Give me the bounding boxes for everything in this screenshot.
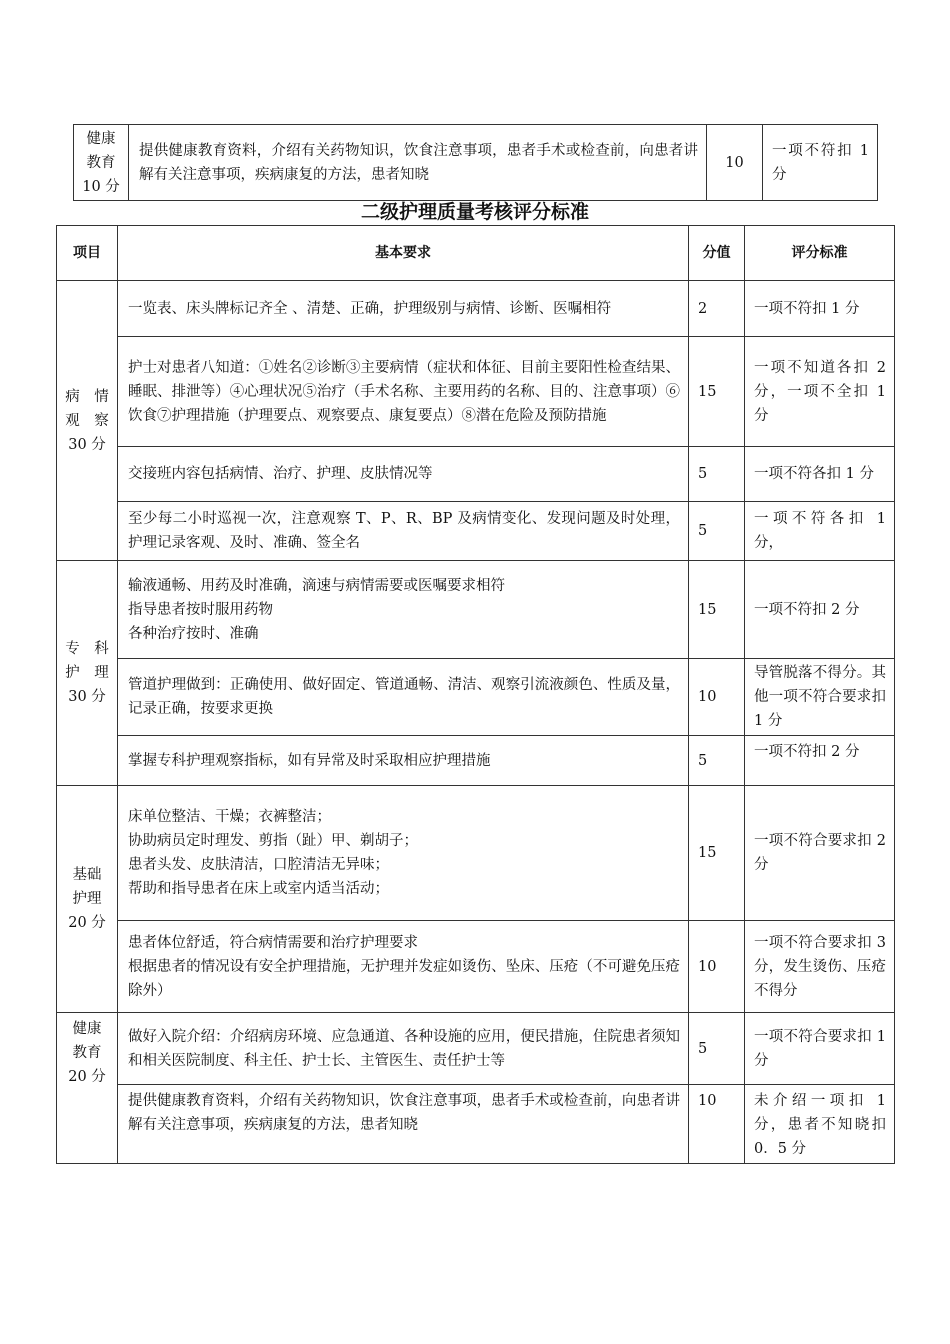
requirement-line: 指导患者按时服用药物 <box>128 601 273 618</box>
requirement-line: 各种治疗按时、准确 <box>128 625 259 642</box>
requirement-cell: 一览表、床头牌标记齐全 、清楚、正确，护理级别与病情、诊断、医嘱相符 <box>118 281 689 337</box>
category-line: 20 分 <box>68 1069 106 1085</box>
score-cell: 15 <box>689 337 745 447</box>
criteria-cell: 一项不符各扣 1 分， <box>745 502 895 561</box>
criteria-cell: 一项不符各扣 1 分 <box>745 447 895 502</box>
category-cell <box>57 561 118 786</box>
requirement-line: 患者体位舒适，符合病情需要和治疗护理要求 <box>128 934 418 951</box>
requirement-cell: 提供健康教育资料，介绍有关药物知识，饮食注意事项，患者手术或检查前，向患者讲解有关注意事项，疾病康复的方法，患者知晓 <box>118 1085 689 1164</box>
category-line: 健康 <box>72 1021 102 1037</box>
score-cell: 5 <box>689 502 745 561</box>
requirement-cell: 掌握专科护理观察指标，如有异常及时采取相应护理措施 <box>118 736 689 786</box>
criteria-cell: 一项不符扣 2 分 <box>745 736 895 786</box>
requirement-cell <box>118 921 689 1013</box>
score-cell: 15 <box>689 786 745 921</box>
header-criteria: 评分标准 <box>745 226 895 281</box>
requirement-cell <box>118 786 689 921</box>
requirement-cell: 做好入院介绍：介绍病房环境、应急通道、各种设施的应用，便民措施，住院患者须知和相关医院制度、科主任、护士长、主管医生、责任护士等 <box>118 1013 689 1085</box>
table-row <box>57 786 895 921</box>
category-cell <box>57 281 118 561</box>
criteria-cell: 导管脱落不得分。其他一项不符合要求扣 1 分 <box>745 659 895 736</box>
requirement-cell: 至少每二小时巡视一次，注意观察 T、P、R、BP 及病情变化、发现问题及时处理，护理记录客观、及时、准确、签全名 <box>118 502 689 561</box>
requirement-cell: 提供健康教育资料，介绍有关药物知识，饮食注意事项，患者手术或检查前，向患者讲解有关注意事项，疾病康复的方法，患者知晓 <box>129 125 707 201</box>
score-cell: 5 <box>689 1013 745 1085</box>
category-line: 教育 <box>86 154 116 171</box>
score-cell: 10 <box>689 921 745 1013</box>
score-cell: 10 <box>689 659 745 736</box>
criteria-cell: 一项不符合要求扣 1 分 <box>745 1013 895 1085</box>
category-line: 20 分 <box>68 915 106 931</box>
table-row <box>57 502 895 561</box>
requirement-line: 帮助和指导患者在床上或室内适当活动； <box>128 881 389 897</box>
criteria-cell: 一项不符扣 1 分 <box>763 125 878 201</box>
score-cell: 10 <box>707 125 763 201</box>
header-requirement: 基本要求 <box>118 226 689 281</box>
category-line: 10 分 <box>82 178 120 195</box>
table-row <box>57 561 895 659</box>
category-line: 病 情 <box>65 388 109 405</box>
category-line: 基础 <box>72 867 102 883</box>
score-cell: 2 <box>689 281 745 337</box>
prev-table <box>73 124 878 201</box>
table-header-row <box>57 226 895 281</box>
table-row <box>57 921 895 1013</box>
table-row <box>57 447 895 502</box>
score-cell: 10 <box>689 1085 745 1164</box>
table-row <box>74 125 878 201</box>
table-row <box>57 736 895 786</box>
table-row <box>57 337 895 447</box>
table-row <box>57 659 895 736</box>
category-line: 专 科 <box>65 641 109 657</box>
category-line: 30 分 <box>68 689 106 705</box>
requirement-cell: 管道护理做到：正确使用、做好固定、管道通畅、清洁、观察引流液颜色、性质及量，记录正确，按要求更换 <box>118 659 689 736</box>
category-cell <box>57 786 118 1013</box>
category-line: 护理 <box>72 891 102 907</box>
score-cell: 5 <box>689 736 745 786</box>
page-title: 二级护理质量考核评分标准 <box>360 201 589 223</box>
category-line: 护 理 <box>65 665 109 681</box>
requirement-cell: 交接班内容包括病情、治疗、护理、皮肤情况等 <box>118 447 689 502</box>
criteria-cell: 一项不知道各扣 2 分，一项不全扣 1 分 <box>745 337 895 447</box>
requirement-line: 患者头发、皮肤清洁，口腔清洁无异味； <box>128 857 389 873</box>
category-line: 30 分 <box>68 436 106 453</box>
category-line: 教育 <box>72 1045 102 1061</box>
requirement-line: 床单位整洁、干燥；衣裤整洁； <box>128 809 331 825</box>
scoring-table <box>56 225 895 1164</box>
criteria-cell: 一项不符扣 2 分 <box>745 561 895 659</box>
requirement-line: 输液通畅、用药及时准确，滴速与病情需要或医嘱要求相符 <box>128 577 505 594</box>
header-score: 分值 <box>689 226 745 281</box>
criteria-cell: 一项不符合要求扣 2 分 <box>745 786 895 921</box>
criteria-cell: 一项不符扣 1 分 <box>745 281 895 337</box>
requirement-cell <box>118 561 689 659</box>
requirement-line: 根据患者的情况设有安全护理措施，无护理并发症如烫伤、坠床、压疮（不可避免压疮除外） <box>128 958 680 999</box>
table-row <box>57 1085 895 1164</box>
category-cell <box>57 1013 118 1164</box>
category-cell <box>74 125 129 201</box>
table-row <box>57 1013 895 1085</box>
requirement-cell: 护士对患者八知道：①姓名②诊断③主要病情（症状和体征、目前主要阳性检查结果、睡眠、排泄等）④心理状况⑤治疗（手术名称、主要用药的名称、目的、注意事项）⑥饮食⑦护理措施（护理要点、观察要点、康复要点）⑧潜在危险及预防措施 <box>118 337 689 447</box>
requirement-line: 协助病员定时理发、剪指（趾）甲、剃胡子； <box>128 833 418 849</box>
criteria-cell: 一项不符合要求扣 3 分，发生烫伤、压疮不得分 <box>745 921 895 1013</box>
category-line: 观 察 <box>65 412 109 429</box>
score-cell: 15 <box>689 561 745 659</box>
criteria-cell: 未介绍一项扣 1 分，患者不知晓扣 0．5 分 <box>745 1085 895 1164</box>
table-row <box>57 281 895 337</box>
category-line: 健康 <box>86 130 116 147</box>
header-item: 项目 <box>57 226 118 281</box>
score-cell: 5 <box>689 447 745 502</box>
